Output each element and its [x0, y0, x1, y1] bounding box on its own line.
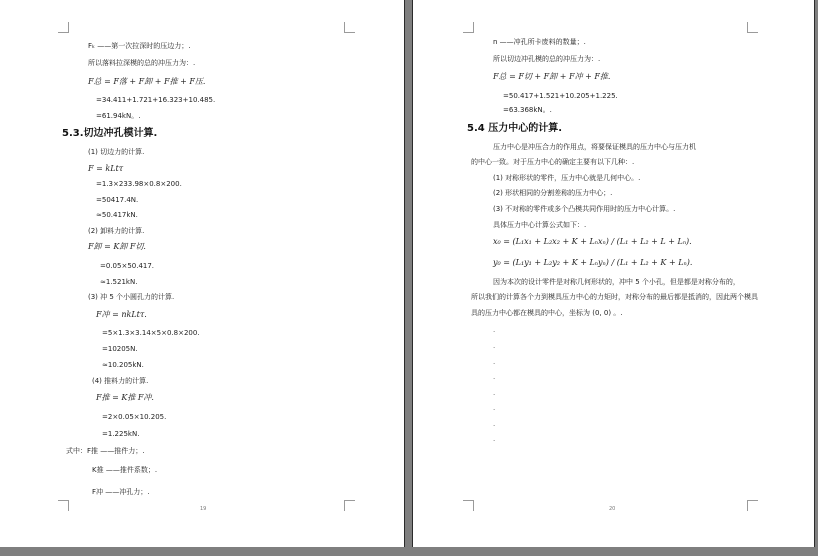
text-line: =63.368kN。.: [503, 106, 552, 114]
text-line: K推 ——推件系数；.: [92, 466, 158, 474]
text-line: =1.225kN.: [102, 430, 140, 438]
paragraph-mark: .: [493, 435, 496, 443]
text-line: (1) 对称形状的零件，压力中心就是几何中心。.: [493, 174, 641, 182]
corner-mark: [463, 22, 474, 33]
corner-mark: [463, 500, 474, 511]
formula-line: F卸 = K卸 F切.: [88, 242, 146, 251]
page-number: 20: [609, 506, 616, 512]
text-line: 所以落料拉深模的总的冲压力为：.: [88, 59, 196, 67]
formula-line: F推 = K推 F冲.: [96, 393, 154, 402]
formula-line: x₀ = (L₁x₁ + L₂x₂ + K + Lₙxₙ) / (L₁ + L₂ + L + Lₙ).: [493, 237, 692, 246]
text-line: F冲 ——冲孔力；.: [92, 488, 150, 496]
text-line: (3) 冲 5 个小圆孔力的计算.: [88, 293, 175, 301]
formula-line: y₀ = (L₁y₁ + L₂y₂ + K + Lₙyₙ) / (L₁ + L₂ + K + Lₙ).: [493, 258, 693, 267]
document-page-left: [0, 0, 404, 547]
text-line: 具的压力中心都在模具的中心，坐标为 (0, 0) 。.: [471, 309, 623, 317]
formula-line: F总 = F切 + F卸 + F冲 + F推.: [493, 72, 611, 81]
text-line: 所以我们的计算各个力到模具压力中心的力矩时，对称分布的最后都是抵消的，因此两个模具: [471, 293, 758, 301]
text-line: =34.411+1.721+16.323+10.485.: [96, 96, 216, 104]
paragraph-mark: .: [493, 389, 496, 397]
text-line: 式中：F推 ——推件力；.: [66, 447, 145, 455]
text-line: =5×1.3×3.14×5×0.8×200.: [102, 329, 200, 337]
paragraph-mark: .: [493, 420, 496, 428]
text-line: =0.05×50.417.: [100, 262, 155, 270]
paragraph-mark: .: [493, 373, 496, 381]
text-line: (3) 不对称的零件或多个凸模共同作用时的压力中心计算。.: [493, 205, 676, 213]
corner-mark: [344, 500, 355, 511]
text-line: =50.417+1.521+10.205+1.225.: [503, 92, 618, 100]
text-line: 的中心一致。对于压力中心的确定主要有以下几种：.: [471, 158, 635, 166]
text-line: 所以切边冲孔模的总的冲压力为：.: [493, 55, 601, 63]
corner-mark: [58, 500, 69, 511]
section-heading: 5.4 压力中心的计算.: [467, 123, 562, 134]
text-line: =1.3×233.98×0.8×200.: [96, 180, 182, 188]
text-line: (2) 形状相同的分割差称的压力中心；.: [493, 189, 613, 197]
formula-line: F总 = F落 + F卸 + F推 + F压.: [88, 77, 206, 86]
document-page-right: [413, 0, 814, 547]
section-heading: 5.3.切边冲孔模计算.: [62, 128, 158, 139]
paragraph-mark: .: [493, 342, 496, 350]
text-line: 具体压力中心计算公式如下：.: [493, 221, 587, 229]
text-line: ≈10.205kN.: [102, 361, 144, 369]
paragraph-mark: .: [493, 326, 496, 334]
text-line: =2×0.05×10.205.: [102, 413, 167, 421]
text-line: ≈1.521kN.: [100, 278, 138, 286]
text-line: (4) 推料力的计算.: [92, 377, 149, 385]
text-line: (1) 切边力的计算.: [88, 148, 145, 156]
text-line: ≈50.417kN.: [96, 211, 138, 219]
formula-line: F = kLtτ: [88, 164, 124, 173]
text-line: =50417.4N.: [96, 196, 139, 204]
corner-mark: [344, 22, 355, 33]
corner-mark: [58, 22, 69, 33]
corner-mark: [747, 22, 758, 33]
text-line: =61.94kN。.: [96, 112, 141, 120]
text-line: =10205N.: [102, 345, 138, 353]
text-line: 压力中心是冲压合力的作用点，将要保证模具的压力中心与压力机: [493, 143, 696, 151]
formula-line: F冲 = nkLtτ.: [96, 310, 147, 319]
text-line: Fₖ ——第一次拉深时的压边力；.: [88, 42, 191, 50]
paragraph-mark: .: [493, 358, 496, 366]
text-line: 因为本次的设计零件是对称几何形状的，冲中 5 个小孔，但是都是对称分布的，: [493, 278, 740, 286]
page-number: 19: [200, 506, 207, 512]
text-line: (2) 卸料力的计算.: [88, 227, 145, 235]
corner-mark: [747, 500, 758, 511]
text-line: n ——冲孔所卡废料的数量；.: [493, 38, 586, 46]
paragraph-mark: .: [493, 404, 496, 412]
